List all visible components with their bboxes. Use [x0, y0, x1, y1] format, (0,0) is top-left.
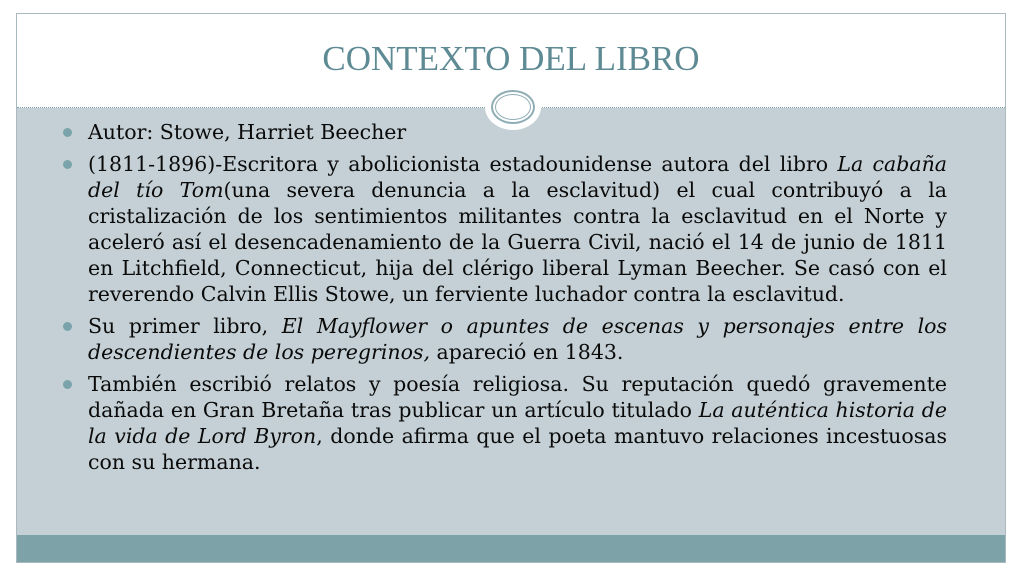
- bullet-dot-icon: [63, 380, 72, 389]
- slide-frame: [16, 13, 1006, 563]
- bullet-text: Su primer libro,: [88, 314, 282, 338]
- bullet-list: [63, 119, 947, 481]
- bullet-text: apareció en 1843.: [429, 340, 624, 364]
- bullet-item-biography: [63, 151, 947, 307]
- book-title-italic: El Mayflower o apuntes de escenas y personajes entre los descendientes de los peregrinos,: [88, 314, 947, 364]
- bullet-dot-icon: [63, 128, 72, 137]
- footer-bar: [17, 535, 1005, 562]
- bullet-text: , donde afirma que el poeta mantuvo relaciones incestuosas con su hermana.: [88, 424, 947, 474]
- bullet-text: Autor: Stowe, Harriet Beecher: [88, 120, 407, 144]
- bullet-item-reputation: [63, 371, 947, 475]
- bullet-dot-icon: [63, 160, 72, 169]
- bullet-dot-icon: [63, 322, 72, 331]
- bullet-item-author: [63, 119, 947, 145]
- bullet-item-first-book: [63, 313, 947, 365]
- bullet-text: (una severa denuncia a la esclavitud) el cual contribuyó a la cristalización de los sentimientos militantes contra la esclavitud en el Norte y aceleró así el desencadenamiento de la Guerra Civil, nació el 14 de junio de 1811 en Litchfield, Connecticut, hija del clérigo liberal Lyman Beecher. Se casó con el reverendo Calvin Ellis Stowe, un ferviente luchador contra la esclavitud.: [88, 178, 947, 306]
- bullet-text: (1811-1896)-Escritora y abolicionista estadounidense autora del libro: [88, 152, 838, 176]
- bullet-text: También escribió relatos y poesía religiosa. Su reputación quedó gravemente dañada en Gran Bretaña tras publicar un artículo titulado: [88, 372, 947, 422]
- article-title-italic: La auténtica historia de la vida de Lord Byron: [88, 398, 947, 448]
- book-title-italic: La cabaña del tío Tom: [88, 152, 948, 202]
- slide-title: CONTEXTO DEL LIBRO: [322, 39, 700, 78]
